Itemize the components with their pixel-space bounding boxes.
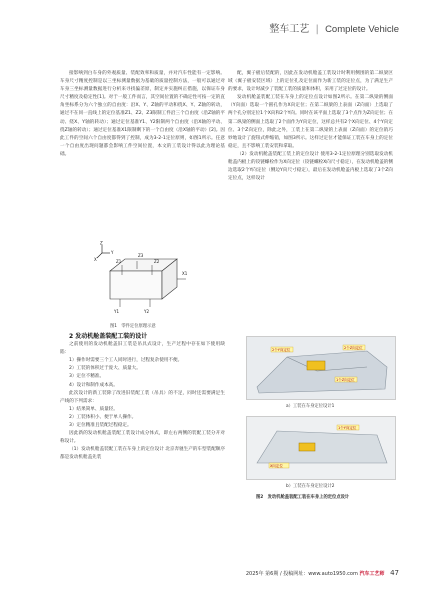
- fig1-label: Y2: [144, 309, 149, 314]
- left-paragraph: （1）发动机舱盖装配工装在车身上的定位设计 北京奔驰生产的车型装配顺序都是发动机舱盖先装: [60, 447, 225, 461]
- left-paragraph: 1）操作时需要三个工人同时进行，过程复杂使用不便。: [69, 358, 183, 364]
- fig1-label: Z3: [138, 253, 144, 258]
- car-body-shape: [257, 431, 387, 463]
- fig2-label: 1个Y向定位: [338, 426, 357, 430]
- figure-2-caption: 图2 发动机舱盖装配工装在车身上的定位点设计: [256, 495, 350, 500]
- fig2-label: 1个Z向定位: [336, 378, 355, 382]
- fig2-label: 2个Y向定位: [272, 348, 291, 352]
- figure-2b-caption: b）工装在车身定位设计2: [286, 484, 335, 489]
- right-paragraph: （2）发动机舱盖装配工装上的定位设计 使用3-2-1定位原理分别选取发动机舱盖内板上的铰链螺栓作为X向定位（铰链螺栓X向尺寸稳定），在发动机舱盖的侧边选取2个Y向定位（侧边Y向尺寸稳定），最后在发动机舱盖内板上选取了3个Z向定位点，这样设计: [228, 151, 393, 182]
- left-paragraph: 3）定位精准且装配过程稳定。: [69, 423, 132, 429]
- left-paragraph: 4）设计和制作成本高。: [69, 382, 118, 388]
- left-paragraph: 2）工装体积小、便于单人操作。: [69, 414, 137, 420]
- section-title: 2 发动机舱盖装配工装的设计: [69, 333, 148, 340]
- fixture-block: [299, 443, 315, 451]
- fixture-block: [307, 361, 325, 370]
- left-column: [60, 70, 225, 159]
- header-separator: |: [315, 24, 319, 35]
- header-en: Complete Vehicle: [325, 24, 399, 35]
- fig2-label: 2个Z向定位: [344, 346, 363, 350]
- page-number: 47: [390, 569, 399, 577]
- left-paragraph: 此次设计的新工装除了改进旧装配工装（吊具）的不足，同时还需要满足生产线的下列需求：: [60, 390, 225, 404]
- figure-2a-caption: a）工装在车身定位设计1: [286, 404, 335, 409]
- right-paragraph: 配，翼子板后装配的，因此在发动机舱盖工装设计时利用侧围的第二纵梁区域（翼子板安装区域）上的定位孔及定位面作为新工装的定位点，为了满足生产的要求，设计时减少了装配工装的质量和体积，采用了过定位的设计。: [228, 71, 393, 93]
- figure-2a-image: [246, 336, 396, 400]
- fig1-label: Y: [111, 250, 114, 255]
- fig1-label: Z: [100, 241, 103, 246]
- right-paragraph: 发动机舱盖装配工装在车身上的定位点设计如图2所示。在第二纵梁的侧面（Y向面）选取一个圆孔作为X向定位；在第二纵梁的上表面（Z向面）上选取了两个孔分别定位1个X向和2个Y向。同时在该平面上选取了3个点作为Z向定位；在第二纵梁的侧面上选取了2个面作为Y向定位，这样总共有2个X向定位、4个Y向定位、3个Z向定位，除此之外，工装上在第二纵梁的上表面（Z向面）的定位销巧妙地设计了旋钮式伸缩销，如图3所示。这样过定位才能保证工装在车身上的定位稳定，且不影响工装安装和拿取。: [228, 95, 393, 149]
- left-paragraph: 3）定位不精准。: [69, 374, 105, 380]
- footer-brand: 汽车工艺师: [359, 571, 385, 577]
- right-column: [228, 70, 393, 183]
- left-column-lower: [60, 333, 225, 463]
- fig1-label: Z1: [116, 259, 122, 264]
- fig1-label: Y1: [114, 309, 119, 314]
- fig2-label: X向定位: [270, 464, 283, 468]
- x-axis: [97, 253, 102, 258]
- left-paragraph: 2）工装的体积过于庞大、质量大。: [69, 366, 141, 372]
- figure-1-diagram: [92, 241, 192, 321]
- page-header: [269, 20, 399, 35]
- left-paragraph: 1）结果简单、质量轻。: [69, 406, 118, 412]
- page-footer: [246, 569, 399, 577]
- fig1-label: Z2: [154, 259, 160, 264]
- figure-2b-image: [246, 416, 396, 480]
- header-cn: 整车工艺: [269, 24, 310, 35]
- fig1-label: X: [94, 257, 97, 262]
- figure-1-caption: 图1 零件定位原理示意: [110, 324, 156, 329]
- fig1-label: X1: [182, 271, 188, 276]
- left-paragraph: 接影响到白车身的外观质量、装配效率和质量，并对汽车性能有一定影响。车身尺寸精度控制是以三坐标测量数据为基础的质量控制方法，一般可以通过对车身三坐标测量数据进行分析来寻找偏差原，制定并实施纠正措施，以保证车身尺寸精度及稳定性[1]。对于一般工件而言，其空间位置的不确定性可按一定的直角坐标系分为六个独立的自由度：沿X、Y、Z轴的平动和绕X、Y、Z轴的转动，通过不在同一直线上的定位基准Z1、Z2、Z3限制工件沿三个自由度（沿Z轴的平动、绕X、Y轴的转动）；通过定位基准Y1、Y2限制两个自由度（沿X轴的平动、绕Z轴的转动）；通过定位基准X1限制剩下的一个自由度（沿X轴的平动）[2]。因此工件的空间六个自由度都得到了控制，成为3-2-1定位原则，如图1所示。任意一个自由度出现问题都会影响工件空间位置，本文的工装设计得以此为理论基础。: [60, 71, 225, 157]
- left-paragraph: 因此新的发动机舱盖装配工装设计成分体式，即左右两侧的装配工装分开对称设计。: [60, 431, 225, 445]
- block-front-face: [110, 271, 162, 299]
- left-paragraph: 之前使用的发动机舱盖旧工装是吊具式设计，生产过程中存在如下使用缺陷：: [60, 342, 225, 356]
- footer-issue: 2025年 第6期 / 投稿网址：www.auto1950.com: [245, 571, 358, 577]
